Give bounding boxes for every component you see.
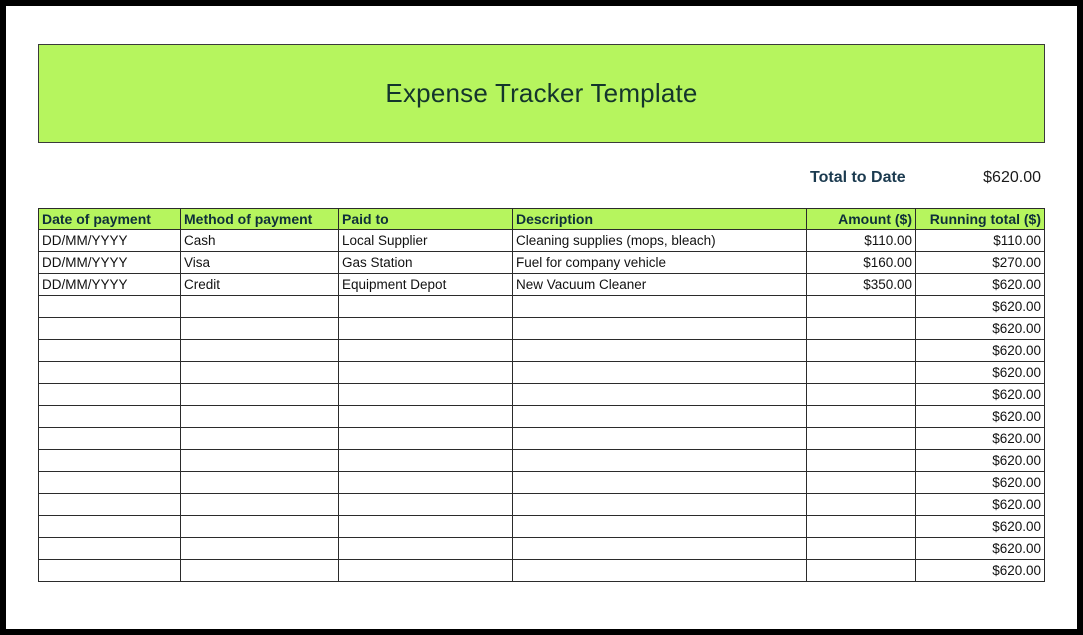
description-cell[interactable] <box>513 428 807 450</box>
table-row <box>39 296 1045 318</box>
date-cell[interactable]: DD/MM/YYYY <box>39 274 181 296</box>
method-cell[interactable] <box>181 560 339 582</box>
paid-to-cell[interactable] <box>339 472 513 494</box>
method-cell[interactable]: Cash <box>181 230 339 252</box>
running-total-cell[interactable]: $620.00 <box>916 384 1045 406</box>
running-total-cell[interactable]: $620.00 <box>916 406 1045 428</box>
title-banner <box>38 44 1045 143</box>
table-row <box>39 538 1045 560</box>
method-cell[interactable] <box>181 516 339 538</box>
column-header-paid-to[interactable]: Paid to <box>339 209 513 230</box>
amount-cell[interactable] <box>807 560 916 582</box>
amount-cell[interactable] <box>807 296 916 318</box>
running-total-cell[interactable]: $620.00 <box>916 472 1045 494</box>
paid-to-cell[interactable] <box>339 560 513 582</box>
column-header-method[interactable]: Method of payment <box>181 209 339 230</box>
description-cell[interactable]: Cleaning supplies (mops, bleach) <box>513 230 807 252</box>
date-cell[interactable] <box>39 296 181 318</box>
date-cell[interactable]: DD/MM/YYYY <box>39 230 181 252</box>
paid-to-cell[interactable] <box>339 318 513 340</box>
amount-cell[interactable] <box>807 516 916 538</box>
table-row <box>39 252 1045 274</box>
running-total-cell[interactable]: $620.00 <box>916 538 1045 560</box>
description-cell[interactable] <box>513 318 807 340</box>
paid-to-cell[interactable] <box>339 516 513 538</box>
method-cell[interactable] <box>181 450 339 472</box>
description-cell[interactable] <box>513 450 807 472</box>
date-cell[interactable] <box>39 428 181 450</box>
paid-to-cell[interactable] <box>339 428 513 450</box>
running-total-cell[interactable]: $620.00 <box>916 296 1045 318</box>
running-total-cell[interactable]: $620.00 <box>916 450 1045 472</box>
method-cell[interactable]: Credit <box>181 274 339 296</box>
method-cell[interactable] <box>181 538 339 560</box>
table-row <box>39 230 1045 252</box>
amount-cell[interactable] <box>807 362 916 384</box>
date-cell[interactable] <box>39 318 181 340</box>
method-cell[interactable] <box>181 472 339 494</box>
paid-to-cell[interactable] <box>339 340 513 362</box>
amount-cell[interactable] <box>807 340 916 362</box>
method-cell[interactable] <box>181 384 339 406</box>
paid-to-cell[interactable] <box>339 538 513 560</box>
table-row <box>39 450 1045 472</box>
table-row <box>39 516 1045 538</box>
amount-cell[interactable]: $110.00 <box>807 230 916 252</box>
paid-to-cell[interactable] <box>339 450 513 472</box>
amount-cell[interactable]: $160.00 <box>807 252 916 274</box>
paid-to-cell[interactable] <box>339 494 513 516</box>
paid-to-cell[interactable]: Gas Station <box>339 252 513 274</box>
date-cell[interactable]: DD/MM/YYYY <box>39 252 181 274</box>
description-cell[interactable]: New Vacuum Cleaner <box>513 274 807 296</box>
description-cell[interactable] <box>513 472 807 494</box>
running-total-cell[interactable]: $620.00 <box>916 274 1045 296</box>
date-cell[interactable] <box>39 450 181 472</box>
description-cell[interactable] <box>513 296 807 318</box>
running-total-cell[interactable]: $620.00 <box>916 494 1045 516</box>
table-row <box>39 560 1045 582</box>
running-total-cell[interactable]: $620.00 <box>916 362 1045 384</box>
column-header-date[interactable]: Date of payment <box>39 209 181 230</box>
column-header-amount[interactable]: Amount ($) <box>807 209 916 230</box>
method-cell[interactable] <box>181 362 339 384</box>
method-cell[interactable] <box>181 318 339 340</box>
running-total-cell[interactable]: $110.00 <box>916 230 1045 252</box>
table-row <box>39 472 1045 494</box>
description-cell[interactable] <box>513 384 807 406</box>
amount-cell[interactable] <box>807 318 916 340</box>
description-cell[interactable] <box>513 340 807 362</box>
amount-cell[interactable] <box>807 472 916 494</box>
total-to-date-label: Total to Date <box>810 169 906 186</box>
running-total-cell[interactable]: $620.00 <box>916 516 1045 538</box>
paid-to-cell[interactable] <box>339 362 513 384</box>
paid-to-cell[interactable] <box>339 296 513 318</box>
date-cell[interactable] <box>39 560 181 582</box>
table-row <box>39 406 1045 428</box>
total-to-date-value: $620.00 <box>983 169 1041 186</box>
description-cell[interactable] <box>513 406 807 428</box>
date-cell[interactable] <box>39 384 181 406</box>
page-title: Expense Tracker Template <box>385 78 698 108</box>
method-cell[interactable] <box>181 406 339 428</box>
running-total-cell[interactable]: $620.00 <box>916 318 1045 340</box>
description-cell[interactable] <box>513 362 807 384</box>
column-header-description[interactable]: Description <box>513 209 807 230</box>
paid-to-cell[interactable] <box>339 406 513 428</box>
amount-cell[interactable] <box>807 406 916 428</box>
date-cell[interactable] <box>39 494 181 516</box>
running-total-cell[interactable]: $620.00 <box>916 340 1045 362</box>
paid-to-cell[interactable] <box>339 384 513 406</box>
description-cell[interactable] <box>513 494 807 516</box>
paid-to-cell[interactable]: Local Supplier <box>339 230 513 252</box>
method-cell[interactable] <box>181 494 339 516</box>
date-cell[interactable] <box>39 472 181 494</box>
running-total-cell[interactable]: $270.00 <box>916 252 1045 274</box>
amount-cell[interactable]: $350.00 <box>807 274 916 296</box>
date-cell[interactable] <box>39 362 181 384</box>
date-cell[interactable] <box>39 406 181 428</box>
spreadsheet-sheet <box>6 6 1077 629</box>
method-cell[interactable] <box>181 340 339 362</box>
amount-cell[interactable] <box>807 494 916 516</box>
date-cell[interactable] <box>39 538 181 560</box>
amount-cell[interactable] <box>807 428 916 450</box>
description-cell[interactable] <box>513 516 807 538</box>
description-cell[interactable]: Fuel for company vehicle <box>513 252 807 274</box>
description-cell[interactable] <box>513 538 807 560</box>
running-total-cell[interactable]: $620.00 <box>916 428 1045 450</box>
amount-cell[interactable] <box>807 384 916 406</box>
table-row <box>39 494 1045 516</box>
date-cell[interactable] <box>39 516 181 538</box>
amount-cell[interactable] <box>807 450 916 472</box>
table-row <box>39 384 1045 406</box>
expense-table <box>38 208 1045 582</box>
amount-cell[interactable] <box>807 538 916 560</box>
table-row <box>39 362 1045 384</box>
column-header-running-total[interactable]: Running total ($) <box>916 209 1045 230</box>
date-cell[interactable] <box>39 340 181 362</box>
header-row <box>39 209 1045 230</box>
description-cell[interactable] <box>513 560 807 582</box>
table-row <box>39 428 1045 450</box>
running-total-cell[interactable]: $620.00 <box>916 560 1045 582</box>
table-row <box>39 274 1045 296</box>
paid-to-cell[interactable]: Equipment Depot <box>339 274 513 296</box>
method-cell[interactable] <box>181 296 339 318</box>
method-cell[interactable] <box>181 428 339 450</box>
table-row <box>39 318 1045 340</box>
table-row <box>39 340 1045 362</box>
method-cell[interactable]: Visa <box>181 252 339 274</box>
